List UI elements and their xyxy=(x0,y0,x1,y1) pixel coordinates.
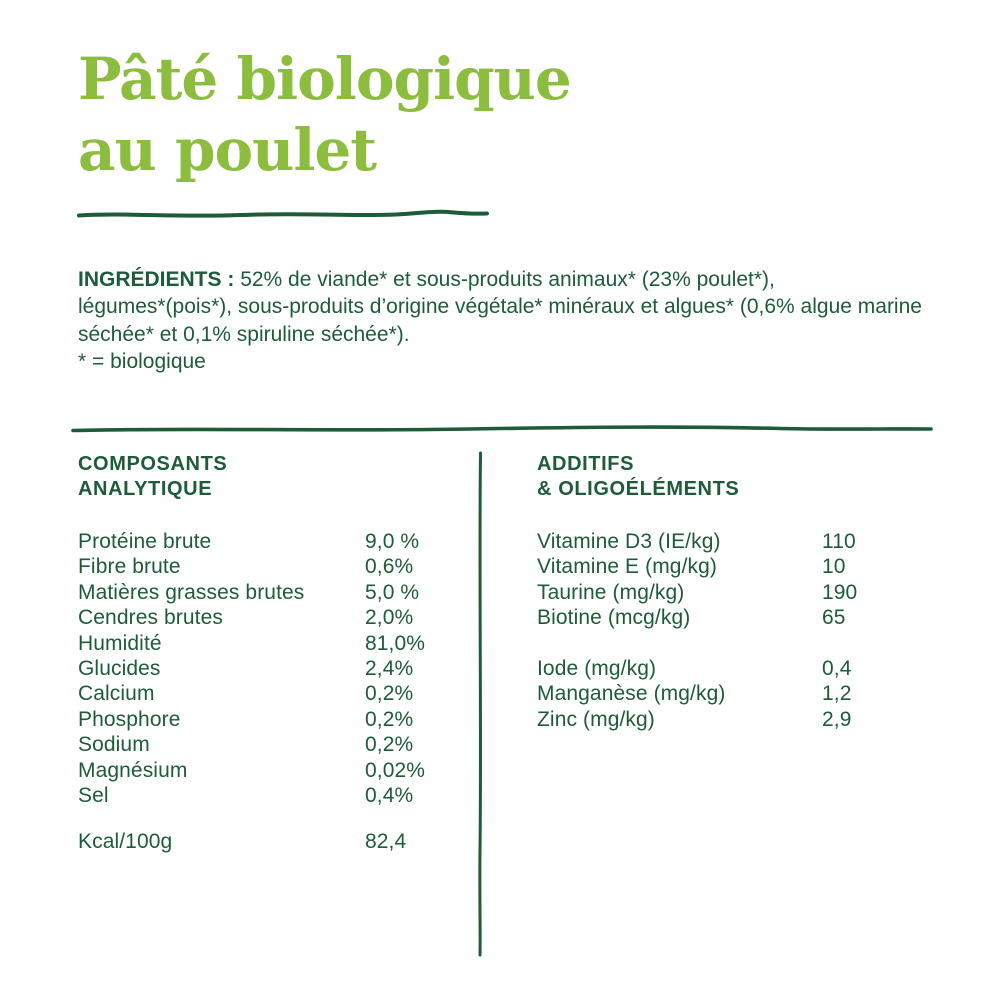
column-divider-line xyxy=(476,451,484,957)
row-value: 10 xyxy=(822,555,846,579)
table-row xyxy=(78,707,470,732)
row-label: Protéine brute xyxy=(78,530,212,553)
row-value: 65 xyxy=(822,606,846,630)
table-row xyxy=(78,783,470,808)
row-label: Phosphore xyxy=(78,707,181,731)
vitamins-rows xyxy=(537,529,937,631)
table-row xyxy=(537,605,937,630)
additives-heading-line1: ADDITIFS xyxy=(537,453,635,475)
row-value: 0,4% xyxy=(365,784,414,808)
section-divider-line xyxy=(70,423,934,435)
row-label: Zinc (mg/kg) xyxy=(537,707,655,731)
row-label: Glucides xyxy=(78,657,161,681)
additives-section xyxy=(537,452,937,732)
analytical-heading-line1: COMPOSANTS xyxy=(78,453,228,475)
row-label: Calcium xyxy=(78,682,155,706)
ingredients-footnote: * = biologique xyxy=(78,349,206,373)
analytical-components-heading xyxy=(78,452,470,502)
row-value: 0,4 xyxy=(822,657,852,681)
row-value: 2,0% xyxy=(365,606,414,630)
row-label: Biotine (mcg/kg) xyxy=(537,606,691,630)
table-row xyxy=(78,631,470,656)
ingredients-paragraph xyxy=(78,266,922,375)
row-value: 5,0 % xyxy=(365,580,420,604)
table-row xyxy=(537,707,937,732)
additives-heading-line2: & OLIGOÉLÉMENTS xyxy=(537,478,740,500)
page-title xyxy=(78,44,571,186)
ingredients-line3: séchée* et 0,1% spiruline séchée*). xyxy=(78,322,410,346)
row-label: Humidité xyxy=(78,631,162,655)
energy-row-label: Kcal/100g xyxy=(78,830,173,854)
row-label: Sodium xyxy=(78,733,150,757)
ingredients-line2: légumes*(pois*), sous-produits d’origine végétale* minéraux et algues* (0,6% algue marine xyxy=(78,295,922,319)
table-row xyxy=(78,554,470,579)
row-value: 2,9 xyxy=(822,707,852,731)
row-value: 0,2% xyxy=(365,707,414,731)
table-row xyxy=(78,656,470,681)
ingredients-label: INGRÉDIENTS : xyxy=(78,268,235,291)
energy-row-value: 82,4 xyxy=(365,830,407,854)
analytical-rows xyxy=(78,529,470,808)
row-label: Vitamine E (mg/kg) xyxy=(537,555,717,579)
row-label: Sel xyxy=(78,784,109,808)
row-label: Iode (mg/kg) xyxy=(537,657,657,681)
row-label: Matières grasses brutes xyxy=(78,580,305,604)
row-value: 1,2 xyxy=(822,682,852,706)
row-value: 0,6% xyxy=(365,555,414,579)
ingredients-line1 xyxy=(78,266,922,293)
analytical-heading-line2: ANALYTIQUE xyxy=(78,478,213,500)
table-row xyxy=(537,681,937,706)
table-row xyxy=(78,732,470,757)
row-label: Magnésium xyxy=(78,758,188,782)
table-row xyxy=(78,580,470,605)
row-value: 9,0 % xyxy=(365,530,420,553)
ingredients-line1-text: 52% de viande* et sous-produits animaux* (23% poulet*), xyxy=(240,268,775,291)
row-label: Taurine (mg/kg) xyxy=(537,580,685,604)
row-label: Manganèse (mg/kg) xyxy=(537,682,726,706)
table-row xyxy=(537,554,937,579)
row-value: 2,4% xyxy=(365,657,414,681)
table-row xyxy=(537,529,937,554)
table-row xyxy=(78,758,470,783)
row-value: 0,02% xyxy=(365,758,426,782)
row-value: 0,2% xyxy=(365,733,414,757)
row-value: 110 xyxy=(822,530,856,553)
table-row xyxy=(78,529,470,554)
table-row xyxy=(537,580,937,605)
analytical-components-section xyxy=(78,452,470,855)
row-label: Cendres brutes xyxy=(78,606,223,630)
row-value: 0,2% xyxy=(365,682,414,706)
page-title-line1: Pâté biologique xyxy=(78,45,571,113)
title-wavy-underline xyxy=(76,207,490,221)
additives-heading xyxy=(537,452,937,502)
row-label: Vitamine D3 (IE/kg) xyxy=(537,530,721,553)
table-row xyxy=(537,656,937,681)
table-row xyxy=(78,605,470,630)
row-value: 81,0% xyxy=(365,631,426,655)
row-label: Fibre brute xyxy=(78,555,181,579)
row-value: 190 xyxy=(822,580,858,604)
table-row xyxy=(78,681,470,706)
energy-row xyxy=(78,829,470,854)
page-title-line2: au poulet xyxy=(78,116,377,184)
minerals-rows xyxy=(537,656,937,732)
